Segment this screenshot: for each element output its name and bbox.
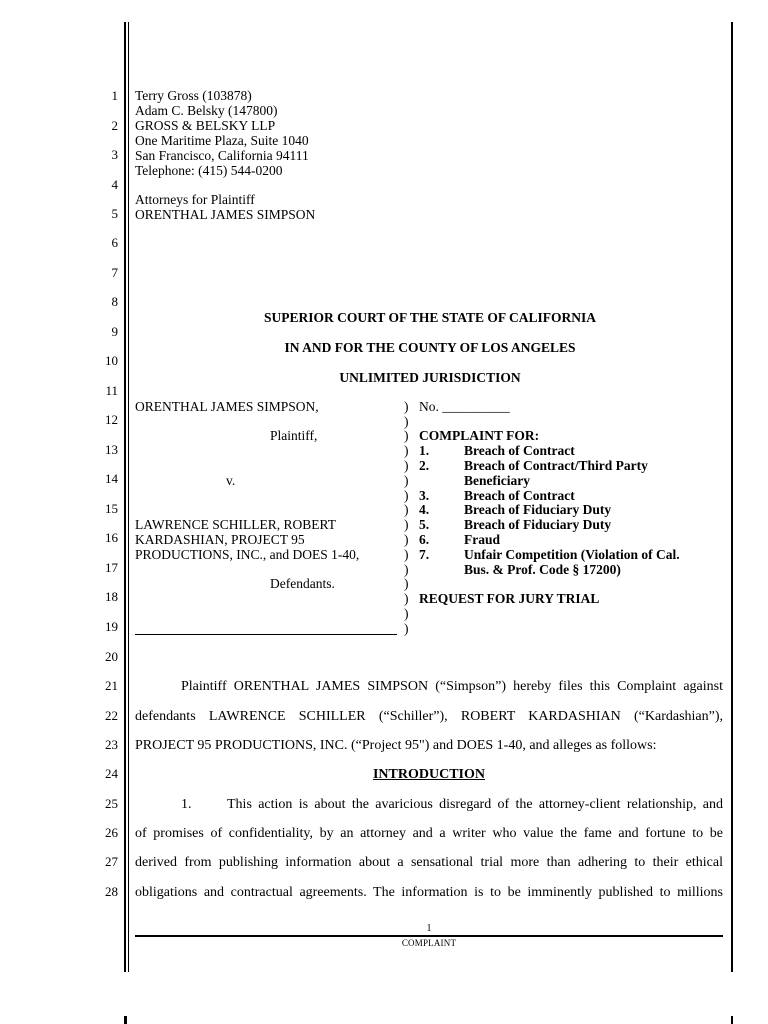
cause-number: 4.	[419, 502, 430, 517]
complaint-for: COMPLAINT FOR:	[419, 428, 540, 443]
line-number: 6	[111, 235, 118, 250]
defendants-line: KARDASHIAN, PROJECT 95	[135, 532, 305, 547]
paren: )	[404, 443, 409, 458]
paren: )	[404, 428, 409, 443]
line-number: 8	[111, 294, 118, 309]
body-line: This action is about the avaricious disregard of the attorney-client relationship, and	[227, 797, 723, 812]
line-number: 25	[105, 796, 118, 811]
defendants-line: LAWRENCE SCHILLER, ROBERT	[135, 517, 336, 532]
body-line: PROJECT 95 PRODUCTIONS, INC. (“Project 95") and DOES 1-40, and alleges as follows:	[135, 738, 657, 753]
line-number: 20	[105, 649, 118, 664]
versus: v.	[226, 473, 236, 488]
right-margin-rule	[731, 22, 733, 972]
cause-text: Breach of Fiduciary Duty	[464, 502, 612, 517]
line-number: 17	[105, 560, 118, 575]
cause-text-cont: Bus. & Prof. Code § 17200)	[464, 562, 621, 577]
line-number: 19	[105, 619, 118, 634]
body-line: of promises of confidentiality, by an attorney and a writer who value the fame and fortune to be	[135, 826, 723, 841]
counsel-city: San Francisco, California 94111	[135, 148, 309, 163]
page-number: 1	[426, 923, 432, 934]
defendants-line: PRODUCTIONS, INC., and DOES 1-40,	[135, 547, 360, 562]
paren: )	[404, 591, 409, 606]
paren: )	[404, 547, 409, 562]
court-name: SUPERIOR COURT OF THE STATE OF CALIFORNIA	[263, 310, 597, 325]
section-heading	[135, 767, 723, 782]
line-number: 27	[105, 854, 118, 869]
line-number: 15	[105, 501, 118, 516]
cause-number: 1.	[419, 443, 430, 458]
line-number: 16	[105, 530, 118, 545]
line-number: 7	[111, 265, 118, 280]
cause-number: 6.	[419, 532, 430, 547]
left-margin-rule	[124, 22, 126, 972]
footer-title: COMPLAINT	[401, 938, 457, 948]
cause-text: Fraud	[464, 532, 501, 547]
paren: )	[404, 517, 409, 532]
paren: )	[404, 414, 409, 429]
paren: )	[404, 502, 409, 517]
line-number: 9	[111, 324, 118, 339]
cause-text: Unfair Competition (Violation of Cal.	[464, 547, 680, 562]
paren: )	[404, 606, 409, 621]
footer-rule	[135, 935, 723, 937]
cause-number: 7.	[419, 547, 430, 562]
line-number: 12	[105, 412, 118, 427]
line-number: 22	[105, 708, 118, 723]
paren: )	[404, 473, 409, 488]
line-number: 26	[105, 825, 118, 840]
paren: )	[404, 576, 409, 591]
counsel-firm: GROSS & BELSKY LLP	[135, 118, 276, 133]
cause-text: Breach of Fiduciary Duty	[464, 517, 612, 532]
jury-request: REQUEST FOR JURY TRIAL	[419, 591, 600, 606]
case-number: No. __________	[419, 399, 510, 414]
line-number: 21	[105, 678, 118, 693]
court-county: IN AND FOR THE COUNTY OF LOS ANGELES	[284, 340, 576, 355]
cause-text: Breach of Contract/Third Party	[464, 458, 648, 473]
counsel-line: Adam C. Belsky (147800)	[135, 103, 278, 118]
cause-text: Breach of Contract	[464, 488, 575, 503]
cause-number: 2.	[419, 458, 430, 473]
body-line: Plaintiff ORENTHAL JAMES SIMPSON (“Simpson”) hereby files this Complaint against	[181, 679, 723, 694]
body-line: derived from publishing information about a sensational trial more than adhering to their ethical	[135, 855, 723, 870]
body-line: defendants LAWRENCE SCHILLER (“Schiller”), ROBERT KARDASHIAN (“Kardashian”),	[135, 709, 723, 724]
cause-text-cont: Beneficiary	[464, 473, 530, 488]
line-number: 4	[111, 177, 118, 192]
counsel-line: Terry Gross (103878)	[135, 88, 252, 103]
paren: )	[404, 399, 409, 414]
line-number: 2	[111, 118, 118, 133]
paren: )	[404, 562, 409, 577]
body-line: obligations and contractual agreements. The information is to be imminently published to millions	[135, 885, 723, 900]
line-number: 3	[111, 147, 118, 162]
left-margin-rule-inner	[128, 22, 129, 972]
line-number: 11	[105, 383, 118, 398]
next-page-right-rule	[731, 1016, 733, 1024]
defendants-label: Defendants.	[270, 576, 335, 591]
paren: )	[404, 621, 409, 636]
next-page-left-rule	[124, 1016, 127, 1024]
line-number: 10	[105, 353, 118, 368]
counsel-role: Attorneys for Plaintiff	[135, 192, 255, 207]
counsel-address: One Maritime Plaza, Suite 1040	[135, 133, 309, 148]
cause-number: 5.	[419, 517, 430, 532]
plaintiff-label: Plaintiff,	[270, 428, 318, 443]
counsel-client: ORENTHAL JAMES SIMPSON	[135, 207, 316, 222]
line-number: 23	[105, 737, 118, 752]
cause-number: 3.	[419, 488, 430, 503]
line-number: 24	[105, 766, 118, 781]
line-number: 28	[105, 884, 118, 899]
line-number: 13	[105, 442, 118, 457]
paren: )	[404, 488, 409, 503]
caption-underline	[135, 634, 397, 635]
section-heading-text: INTRODUCTION	[372, 767, 485, 782]
line-number: 14	[105, 471, 118, 486]
line-number: 18	[105, 589, 118, 604]
line-number: 1	[111, 88, 118, 103]
paragraph-number: 1.	[181, 797, 192, 812]
counsel-phone: Telephone: (415) 544-0200	[135, 163, 283, 178]
paren: )	[404, 532, 409, 547]
line-number: 5	[111, 206, 118, 221]
paren: )	[404, 458, 409, 473]
court-jurisdiction: UNLIMITED JURISDICTION	[339, 370, 521, 385]
plaintiff-name: ORENTHAL JAMES SIMPSON,	[135, 399, 319, 414]
cause-text: Breach of Contract	[464, 443, 575, 458]
